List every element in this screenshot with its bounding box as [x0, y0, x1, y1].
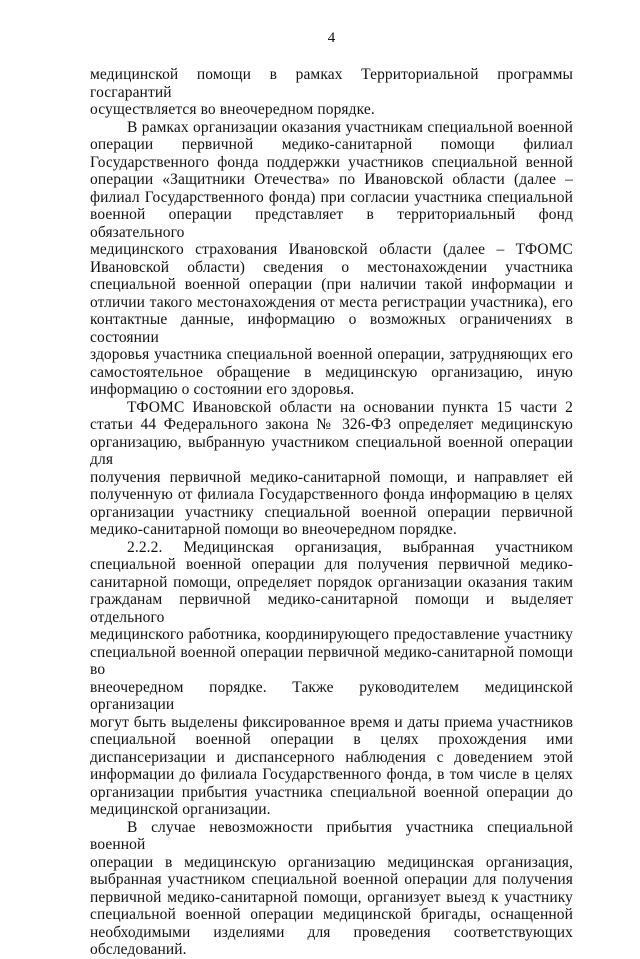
page-number: 4: [327, 30, 336, 46]
text-line: организацию, выбранную участником специальной военной операции для: [90, 433, 573, 468]
text-line: операции в медицинскую организацию медицинская организация,: [90, 853, 573, 871]
text-line: В рамках организации оказания участникам специальной военной: [127, 118, 573, 136]
text-line: организации участнику специальной военной операции первичной: [90, 503, 573, 521]
text-line: операции «Защитники Отечества» по Ивановской области (далее –: [90, 171, 573, 188]
text-line: отличии такого местонахождения от места регистрации участника), его: [90, 293, 573, 311]
text-line: статьи 44 Федерального закона № 326-ФЗ определяет медицинскую: [90, 416, 573, 433]
text-line: 2.2.2. Медицинская организация, выбранная участником: [127, 538, 573, 556]
text-line: специальной военной операции медицинской бригады, оснащенной: [90, 906, 573, 923]
paragraph: [90, 819, 573, 959]
text-line: осуществляется во внеочередном порядке.: [90, 101, 375, 118]
text-line: медицинской организации.: [90, 801, 271, 818]
paragraph: [90, 119, 573, 399]
text-line: военной операции представляет в территориальный фонд обязательного: [90, 206, 573, 241]
paragraph: [90, 66, 573, 119]
text-block: [90, 66, 573, 959]
text-line: гражданам первичной медико-санитарной помощи и выделяет отдельного: [90, 591, 573, 626]
text-line: внеочередном порядке. Также руководителем медицинской организации: [90, 678, 573, 713]
text-line: здоровья участника специальной военной операции, затрудняющих его: [90, 346, 573, 363]
text-line: филиал Государственного фонда) при согласии участника специальной: [90, 188, 573, 206]
text-line: специальной военной операции первичной медико-санитарной помощи во: [90, 643, 573, 678]
text-line: получения первичной медико-санитарной помощи, и направляет ей: [90, 468, 573, 486]
paragraph: [90, 399, 573, 539]
text-line: В случае невозможности прибытия участника специальной военной: [90, 818, 573, 853]
text-line: операции первичной медико-санитарной помощи филиал: [90, 136, 573, 153]
text-line: Ивановской области) сведения о местонахождении участника: [90, 258, 573, 276]
paragraph: [90, 539, 573, 819]
text-line: выбранная участником специальной военной операции для получения: [90, 871, 573, 888]
text-line: ТФОМС Ивановской области на основании пункта 15 части 2: [127, 398, 573, 416]
text-line: первичной медико-санитарной помощи, организует выезд к участнику: [90, 888, 573, 906]
text-line: организации прибытия участника специальной военной операции до: [90, 783, 573, 801]
text-line: самостоятельное обращение в медицинскую организацию, иную: [90, 363, 573, 381]
text-line: диспансеризации и диспансерного наблюдения с доведением этой: [90, 748, 573, 766]
text-line: информацию о состоянии его здоровья.: [90, 381, 355, 398]
text-line: медицинской помощи в рамках Территориальной программы госгарантий: [90, 66, 573, 101]
text-line: специальной военной операции в целях прохождения ими: [90, 731, 573, 748]
text-line: обследований.: [90, 941, 187, 958]
text-line: специальной военной операции (при наличии такой информации и: [90, 276, 573, 293]
text-line: необходимыми изделиями для проведения соответствующих: [90, 923, 573, 941]
text-line: Государственного фонда поддержки участников специальной венной: [90, 153, 573, 171]
text-line: медицинского работника, координирующего предоставление участнику: [90, 626, 573, 643]
text-line: специальной военной операции для получения первичной медико-: [90, 556, 573, 573]
text-line: медико-санитарной помощи во внеочередном порядке.: [90, 521, 457, 538]
text-line: полученную от филиала Государственного фонда информацию в целях: [90, 486, 573, 503]
text-line: могут быть выделены фиксированное время и даты приема участников: [90, 713, 573, 731]
text-line: контактные данные, информацию о возможных ограничениях в состоянии: [90, 311, 573, 346]
text-line: санитарной помощи, определяет порядок организации оказания таким: [90, 573, 573, 591]
text-line: информации до филиала Государственного фонда, в том числе в целях: [90, 766, 573, 783]
text-line: медицинского страхования Ивановской области (далее – ТФОМС: [90, 241, 573, 258]
